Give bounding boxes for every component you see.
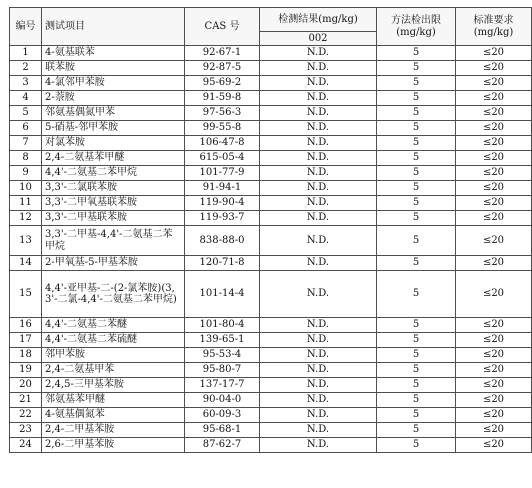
cell-no: 3 — [10, 76, 42, 91]
cell-result: N.D. — [260, 196, 377, 211]
results-table-container — [9, 7, 514, 453]
cell-result: N.D. — [260, 348, 377, 363]
cell-no: 9 — [10, 166, 42, 181]
cell-limit: 5 — [377, 271, 456, 318]
cell-result: N.D. — [260, 423, 377, 438]
cell-cas: 95-80-7 — [185, 363, 260, 378]
cell-req: ≤20 — [456, 121, 532, 136]
cell-cas: 99-55-8 — [185, 121, 260, 136]
cell-no: 14 — [10, 256, 42, 271]
cell-req: ≤20 — [456, 76, 532, 91]
header-cas: CAS 号 — [185, 8, 260, 46]
cell-no: 23 — [10, 423, 42, 438]
table-row — [10, 166, 532, 181]
table-row — [10, 226, 532, 256]
table-row — [10, 76, 532, 91]
table-row — [10, 121, 532, 136]
cell-no: 6 — [10, 121, 42, 136]
cell-item: 4,4'-亚甲基-二-(2-氯苯胺)(3,3'-二氯-4,4'-二氨基二苯甲烷) — [42, 271, 185, 318]
header-result-sub: 002 — [260, 32, 377, 46]
table-row — [10, 211, 532, 226]
cell-item: 4,4'-二氨基二苯醚 — [42, 318, 185, 333]
cell-no: 7 — [10, 136, 42, 151]
cell-cas: 91-59-8 — [185, 91, 260, 106]
cell-no: 21 — [10, 393, 42, 408]
table-row — [10, 393, 532, 408]
cell-cas: 91-94-1 — [185, 181, 260, 196]
cell-item: 3,3'-二氯联苯胺 — [42, 181, 185, 196]
cell-result: N.D. — [260, 61, 377, 76]
cell-no: 13 — [10, 226, 42, 256]
results-table-body — [10, 46, 532, 453]
cell-req: ≤20 — [456, 408, 532, 423]
cell-result: N.D. — [260, 378, 377, 393]
cell-result: N.D. — [260, 271, 377, 318]
cell-limit: 5 — [377, 196, 456, 211]
cell-cas: 119-93-7 — [185, 211, 260, 226]
cell-req: ≤20 — [456, 271, 532, 318]
cell-cas: 137-17-7 — [185, 378, 260, 393]
table-row — [10, 151, 532, 166]
cell-limit: 5 — [377, 226, 456, 256]
cell-cas: 95-69-2 — [185, 76, 260, 91]
cell-cas: 87-62-7 — [185, 438, 260, 453]
cell-item: 4-氨基偶氮苯 — [42, 408, 185, 423]
cell-result: N.D. — [260, 318, 377, 333]
cell-item: 联苯胺 — [42, 61, 185, 76]
cell-cas: 101-80-4 — [185, 318, 260, 333]
cell-cas: 120-71-8 — [185, 256, 260, 271]
cell-limit: 5 — [377, 393, 456, 408]
cell-result: N.D. — [260, 46, 377, 61]
table-row — [10, 333, 532, 348]
cell-no: 5 — [10, 106, 42, 121]
cell-item: 2,4-二氨基甲苯 — [42, 363, 185, 378]
cell-req: ≤20 — [456, 348, 532, 363]
table-row — [10, 271, 532, 318]
cell-item: 4,4'-二氨基二苯硫醚 — [42, 333, 185, 348]
cell-no: 17 — [10, 333, 42, 348]
cell-cas: 95-68-1 — [185, 423, 260, 438]
cell-limit: 5 — [377, 348, 456, 363]
cell-result: N.D. — [260, 408, 377, 423]
cell-item: 3,3'-二甲氧基联苯胺 — [42, 196, 185, 211]
cell-limit: 5 — [377, 166, 456, 181]
table-row — [10, 378, 532, 393]
cell-limit: 5 — [377, 106, 456, 121]
header-req-label: 标准要求 (mg/kg) — [473, 15, 514, 38]
cell-item: 邻氨基偶氮甲苯 — [42, 106, 185, 121]
cell-item: 3,3'-二甲基联苯胺 — [42, 211, 185, 226]
cell-req: ≤20 — [456, 318, 532, 333]
cell-item: 2,4-二甲基苯胺 — [42, 423, 185, 438]
cell-result: N.D. — [260, 226, 377, 256]
cell-item: 2,4,5-三甲基苯胺 — [42, 378, 185, 393]
cell-limit: 5 — [377, 363, 456, 378]
cell-cas: 119-90-4 — [185, 196, 260, 211]
cell-cas: 60-09-3 — [185, 408, 260, 423]
table-row — [10, 423, 532, 438]
cell-req: ≤20 — [456, 91, 532, 106]
cell-item: 对氯苯胺 — [42, 136, 185, 151]
cell-result: N.D. — [260, 438, 377, 453]
cell-limit: 5 — [377, 256, 456, 271]
table-row — [10, 136, 532, 151]
cell-item: 2-甲氧基-5-甲基苯胺 — [42, 256, 185, 271]
cell-req: ≤20 — [456, 151, 532, 166]
cell-limit: 5 — [377, 136, 456, 151]
cell-req: ≤20 — [456, 256, 532, 271]
cell-cas: 615-05-4 — [185, 151, 260, 166]
table-row — [10, 256, 532, 271]
cell-req: ≤20 — [456, 181, 532, 196]
cell-cas: 92-87-5 — [185, 61, 260, 76]
table-row — [10, 46, 532, 61]
table-row — [10, 181, 532, 196]
cell-limit: 5 — [377, 76, 456, 91]
cell-result: N.D. — [260, 136, 377, 151]
cell-cas: 101-77-9 — [185, 166, 260, 181]
cell-no: 4 — [10, 91, 42, 106]
cell-limit: 5 — [377, 423, 456, 438]
cell-req: ≤20 — [456, 166, 532, 181]
cell-no: 11 — [10, 196, 42, 211]
cell-req: ≤20 — [456, 46, 532, 61]
cell-no: 24 — [10, 438, 42, 453]
header-req — [456, 8, 532, 46]
cell-req: ≤20 — [456, 363, 532, 378]
cell-item: 4-氯邻甲苯胺 — [42, 76, 185, 91]
cell-limit: 5 — [377, 91, 456, 106]
cell-req: ≤20 — [456, 393, 532, 408]
cell-item: 邻氨基苯甲醚 — [42, 393, 185, 408]
header-item: 测试项目 — [42, 8, 185, 46]
header-result: 检测结果(mg/kg) — [260, 8, 377, 32]
cell-limit: 5 — [377, 378, 456, 393]
table-row — [10, 91, 532, 106]
cell-limit: 5 — [377, 151, 456, 166]
cell-no: 12 — [10, 211, 42, 226]
cell-no: 15 — [10, 271, 42, 318]
cell-limit: 5 — [377, 121, 456, 136]
table-row — [10, 438, 532, 453]
cell-no: 2 — [10, 61, 42, 76]
cell-item: 2,4-二氨基苯甲醚 — [42, 151, 185, 166]
cell-item: 4,4'-二氨基二苯甲烷 — [42, 166, 185, 181]
cell-cas: 139-65-1 — [185, 333, 260, 348]
cell-no: 19 — [10, 363, 42, 378]
cell-limit: 5 — [377, 181, 456, 196]
cell-cas: 95-53-4 — [185, 348, 260, 363]
header-limit-label: 方法检出限 (mg/kg) — [391, 15, 441, 38]
cell-item: 2,6-二甲基苯胺 — [42, 438, 185, 453]
cell-req: ≤20 — [456, 226, 532, 256]
cell-result: N.D. — [260, 91, 377, 106]
cell-req: ≤20 — [456, 196, 532, 211]
cell-cas: 92-67-1 — [185, 46, 260, 61]
cell-limit: 5 — [377, 438, 456, 453]
cell-item: 3,3'-二甲基-4,4'-二氨基二苯甲烷 — [42, 226, 185, 256]
cell-req: ≤20 — [456, 136, 532, 151]
cell-limit: 5 — [377, 408, 456, 423]
cell-result: N.D. — [260, 76, 377, 91]
cell-req: ≤20 — [456, 333, 532, 348]
cell-cas: 101-14-4 — [185, 271, 260, 318]
table-row — [10, 363, 532, 378]
table-row — [10, 408, 532, 423]
cell-req: ≤20 — [456, 423, 532, 438]
cell-result: N.D. — [260, 211, 377, 226]
cell-no: 18 — [10, 348, 42, 363]
cell-result: N.D. — [260, 363, 377, 378]
cell-limit: 5 — [377, 318, 456, 333]
table-row — [10, 196, 532, 211]
cell-req: ≤20 — [456, 438, 532, 453]
cell-cas: 106-47-8 — [185, 136, 260, 151]
cell-result: N.D. — [260, 181, 377, 196]
cell-no: 16 — [10, 318, 42, 333]
cell-no: 1 — [10, 46, 42, 61]
cell-cas: 90-04-0 — [185, 393, 260, 408]
cell-no: 8 — [10, 151, 42, 166]
cell-limit: 5 — [377, 333, 456, 348]
cell-result: N.D. — [260, 393, 377, 408]
table-row — [10, 61, 532, 76]
cell-result: N.D. — [260, 256, 377, 271]
cell-result: N.D. — [260, 333, 377, 348]
cell-req: ≤20 — [456, 61, 532, 76]
table-row — [10, 318, 532, 333]
cell-no: 22 — [10, 408, 42, 423]
cell-limit: 5 — [377, 211, 456, 226]
cell-cas: 97-56-3 — [185, 106, 260, 121]
table-row — [10, 106, 532, 121]
cell-limit: 5 — [377, 61, 456, 76]
cell-item: 邻甲苯胺 — [42, 348, 185, 363]
cell-req: ≤20 — [456, 211, 532, 226]
cell-result: N.D. — [260, 166, 377, 181]
cell-cas: 838-88-0 — [185, 226, 260, 256]
cell-item: 2-萘胺 — [42, 91, 185, 106]
cell-result: N.D. — [260, 121, 377, 136]
cell-limit: 5 — [377, 46, 456, 61]
cell-result: N.D. — [260, 151, 377, 166]
cell-result: N.D. — [260, 106, 377, 121]
cell-no: 10 — [10, 181, 42, 196]
cell-req: ≤20 — [456, 106, 532, 121]
results-table — [9, 7, 532, 453]
cell-no: 20 — [10, 378, 42, 393]
header-no: 编号 — [10, 8, 42, 46]
cell-item: 5-硝基-邻甲苯胺 — [42, 121, 185, 136]
header-limit — [377, 8, 456, 46]
table-row — [10, 348, 532, 363]
cell-item: 4-氨基联苯 — [42, 46, 185, 61]
cell-req: ≤20 — [456, 378, 532, 393]
